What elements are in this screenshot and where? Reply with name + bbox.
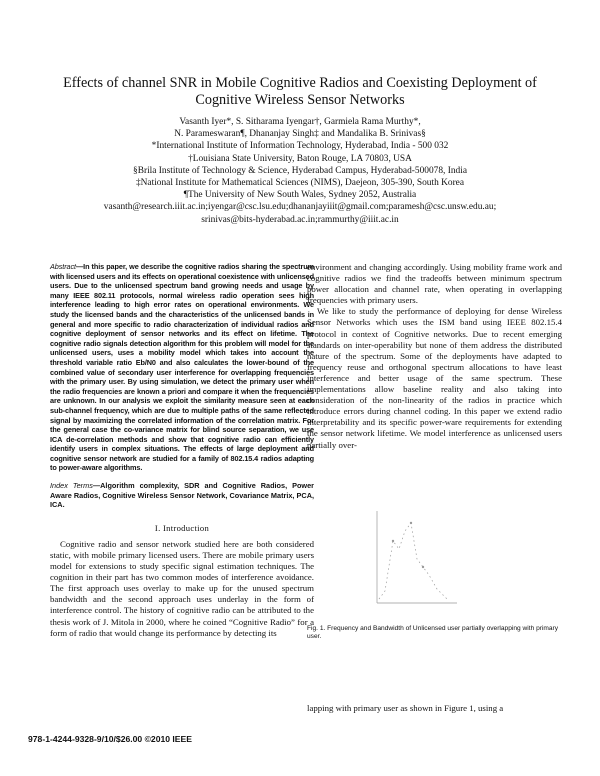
affiliation-5: ¶The University of New South Wales, Sydney 2052, Australia: [183, 190, 417, 201]
fig-point: [410, 521, 412, 523]
fig-point: [422, 565, 424, 567]
right-column-tail: lapping with primary user as shown in Figure 1, using a: [307, 703, 504, 713]
abstract: [50, 262, 314, 473]
introduction-paragraph: Cognitive radio and sensor network studied here are both considered static, with mobile primary licensed users. There are mobile primary users model for extensions to study specific signal estimation techniques. The cognition in their part has two common modes of interference avoidance. The first approach uses overlay to make up for the unused spectrum bandwidth and the second approach uses underlay in the form of interference control. The history of cognitive radio can be attributed to the thesis work of J. Mitola in 2000, where he coined “Cognitive Radio” for a form of radio that would change its performance by detecting its: [50, 538, 314, 638]
fig-signal-trace: [379, 523, 447, 599]
author-block: [40, 116, 560, 226]
figure-1-caption: Fig. 1. Frequency and Bandwidth of Unlicensed user partially overlapping with primary user.: [307, 624, 559, 641]
authors-line-1: Vasanth Iyer*, S. Sitharama Iyengar†, Garmiela Rama Murthy*,: [179, 117, 421, 127]
figure-1-plot: [307, 471, 562, 621]
index-terms-text: —Algorithm complexity, SDR and Cognitive Radios, Power Aware Radios, Cognitive Wireless Sensor Network, Covariance Matrix, PCA, ICA.: [50, 481, 314, 510]
fig-point: [392, 539, 394, 541]
right-paragraph-1: environment and changing accordingly. Using mobility frame work and cognitive radios we find the tradeoffs between minimum spectrum power allocation and channel rate, when operating in overlapping frequencies with primary users.: [307, 262, 562, 306]
abstract-text: —In this paper, we describe the cognitive radios sharing the spectrum with licensed users and its effects on operational coexistence with unlicensed users. Due to the unlicensed spectrum band growing needs and usage by many IEEE 802.11 protocols, normal wireless radio operation sees high interference leading to high error rates on operational environments. We study the licensed bands and the characteristics of the unlicensed bands in general and more specific to radio characterization of individual radios and cognitive deployment of sensor networks and its effect on lifetime. The cognitive radio signals detection algorithm for this problem will model for the unlicensed users, uses a mobility model which takes into account the threshold variable ratio Eb/N0 and also calculates the lower-bound of the combined value of secondary user interference for overlapping frequencies with the primary user. By using simulation, we detect the primary user when the radio frequencies are known a priori and compare it when the frequencies are unknown. In our analysis we exploit the similarity measure seen at each sub-channel frequency, which are due to multiple paths of the same reflected signal by maximizing the correlated information of the correlation matrix. For the general case the co-variance matrix for blind source separation, we use ICA de-correlation methods and show that cognitive radio can efficiently identify users in complex situations. The effects of large deployment and cognitive sensor network are studied for a family of 802.15.4 radios adapting to power-aware algorithms.: [50, 262, 314, 473]
figure-1: [307, 471, 562, 621]
affiliation-2: †Louisiana State University, Baton Rouge, LA 70803, USA: [188, 153, 412, 164]
affiliation-1: *International Institute of Information Technology, Hyderabad, India - 500 032: [151, 141, 449, 152]
index-terms: [50, 481, 314, 510]
affiliation-4: ‡National Institute for Mathematical Sciences (NIMS), Daejeon, 305-390, South Korea: [135, 178, 465, 189]
right-column: [307, 262, 562, 642]
index-terms-lead: Index Terms: [50, 481, 93, 491]
affiliation-3: §Brila Institute of Technology & Science, Hyderabad Campus, Hyderabad-500078, India: [133, 165, 467, 176]
authors-line-2: N. Parameswaran¶, Dhananjay Singh‡ and Mandalika B. Srinivas§: [174, 129, 426, 140]
left-column: [50, 262, 314, 639]
right-paragraph-2: We like to study the performance of deploying for dense Wireless Sensor Networks which uses the ISM band using IEEE 802.15.4 protocol in context of Cognitive networks. Due to recent emerging standards on inter-operability but none of them address the distributed nature of the spectrum. Some of the deployments have adapted to frequency reuse and orthogonal spectrum allocations to have least interference and better usage of the same spectrum. These implementations allow baseline reality and also taking into consideration of the non-linearity of the radios in practice which introduce errors during channel coding. In this paper we extend radio interpretability and its specific power-ware requirements for extending the sensor network lifetime. We model interference as unlicensed users partially over-: [307, 306, 562, 450]
abstract-lead: Abstract: [50, 262, 76, 271]
emails-line-1: vasanth@research.iiit.ac.in;iyengar@csc.lsu.edu;dhananjayiiit@gmail.com;paramesh@csc.unsw.edu.au;: [103, 202, 497, 213]
emails-line-2: srinivas@bits-hyderabad.ac.in;rammurthy@iiit.ac.in: [201, 214, 399, 225]
copyright-footer: 978-1-4244-9328-9/10/$26.00 ©2010 IEEE: [28, 734, 193, 744]
title-line-2: Cognitive Wireless Sensor Networks: [195, 92, 405, 108]
section-heading-introduction: I. Introduction: [154, 522, 210, 533]
title-line-1: Effects of channel SNR in Mobile Cognitive Radios and Coexisting Deployment of: [63, 75, 537, 91]
paper-title: [40, 75, 560, 109]
